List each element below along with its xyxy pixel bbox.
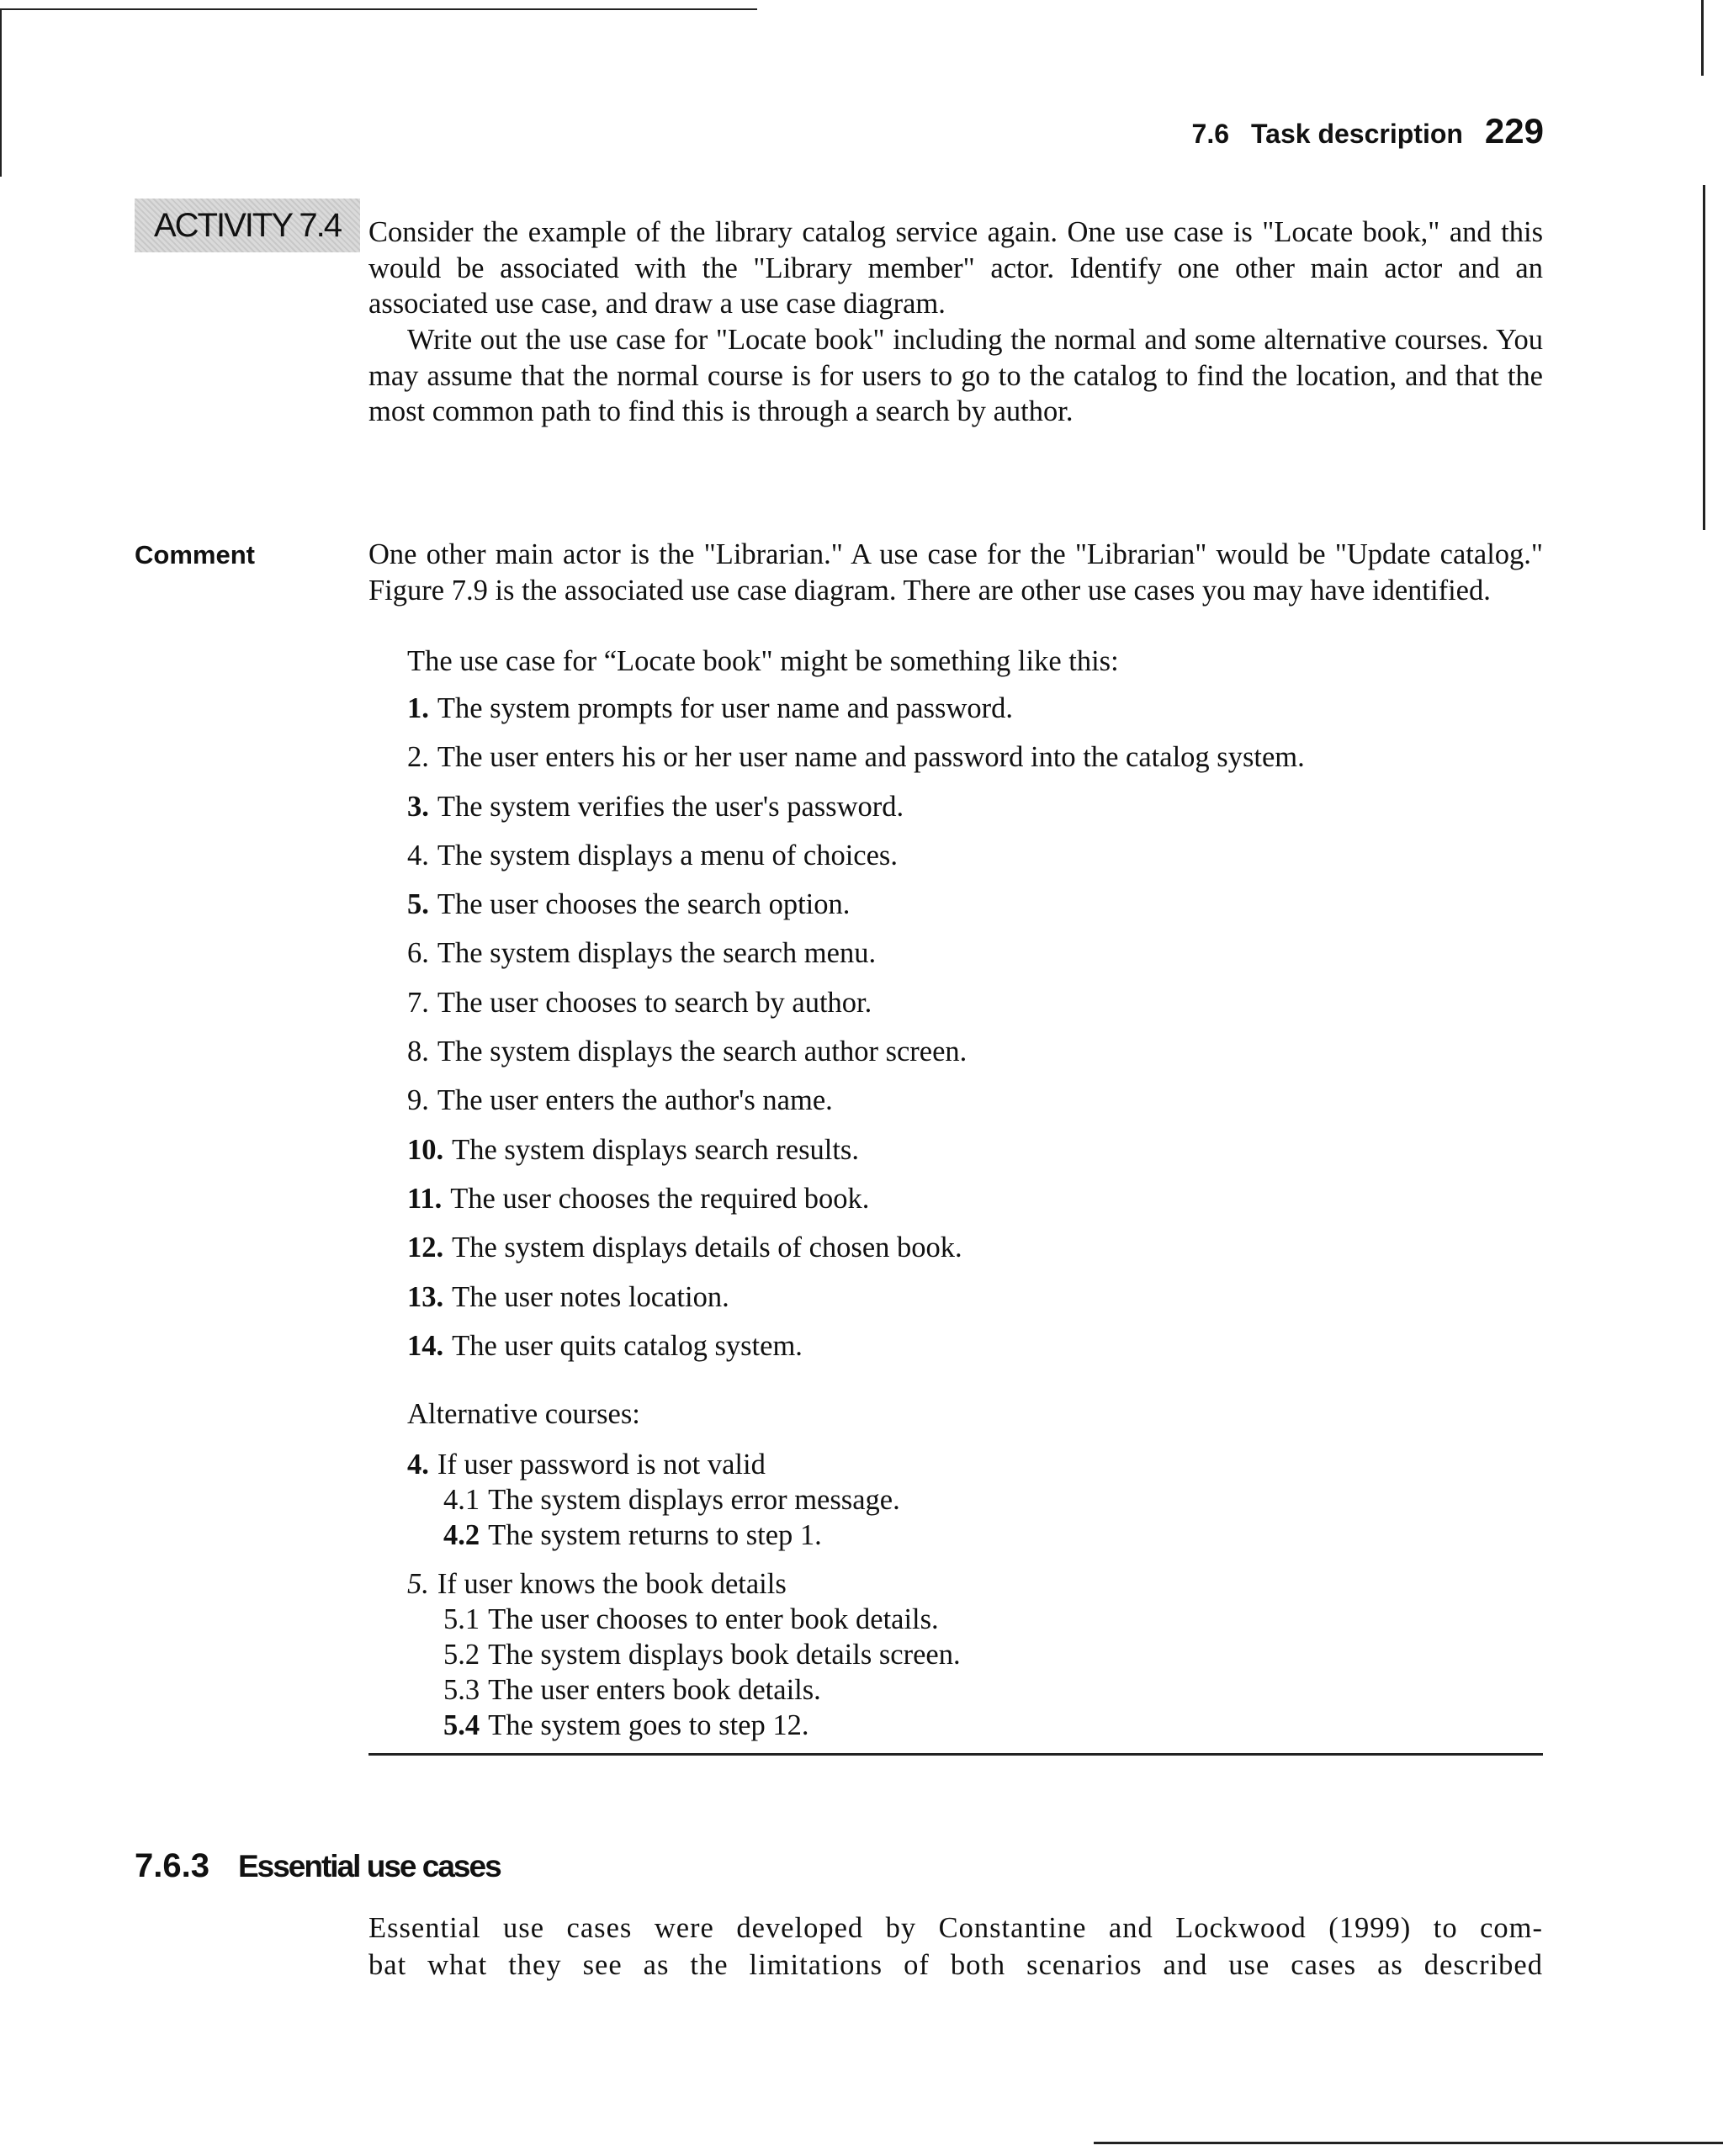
alternative-sub-step: 5.2 The system displays book details screen. — [443, 1639, 961, 1671]
alternative-sub-step: 5.3 The user enters book details. — [443, 1674, 821, 1706]
page-number: 229 — [1484, 111, 1544, 151]
section-number: 7.6.3 — [135, 1847, 209, 1884]
list-item: 2. The user enters his or her user name and password into the catalog system. — [407, 741, 1305, 774]
top-left-rule — [0, 8, 757, 10]
list-item: 7. The user chooses to search by author. — [407, 986, 872, 1019]
list-item: 13. The user notes location. — [407, 1280, 729, 1313]
list-item: 6. The system displays the search menu. — [407, 937, 877, 970]
alternative-course-heading: 5. If user knows the book details — [407, 1568, 787, 1600]
comment-label: Comment — [135, 540, 255, 569]
alternative-sub-step: 5.1 The user chooses to enter book details. — [443, 1603, 939, 1635]
list-item: 14. The user quits catalog system. — [407, 1329, 803, 1362]
comment-paragraph-1: One other main actor is the "Librarian." A use case for the "Librarian" would be "Update catalog." Figure 7.9 is the associated use case diagram. There are other use cases you may have identified. — [368, 538, 1543, 607]
comment-paragraph-2: The use case for “Locate book" might be something like this: — [407, 645, 1119, 677]
section-heading — [135, 1847, 501, 1885]
alternative-course-4 — [407, 1447, 1543, 1553]
header-section-number: 7.6 — [1191, 119, 1229, 149]
list-item: 3. The system verifies the user's password. — [407, 790, 904, 823]
list-item: 8. The system displays the search author screen. — [407, 1036, 968, 1068]
activity-paragraph-1: Consider the example of the library catalog service again. One use case is "Locate book," and this would be associated with the "Library member" actor. Identify one other main actor and an associated use case, and draw a use case diagram. — [368, 216, 1543, 320]
alternative-sub-step: 5.4 The system goes to step 12. — [443, 1709, 809, 1741]
header-title: Task description — [1251, 119, 1463, 149]
list-item: 5. The user chooses the search option. — [407, 888, 851, 921]
activity-paragraph-2: Write out the use case for "Locate book" including the normal and some alternative courses. You may assume that the normal course is for users to go to the catalog to find the location, and that the most common path to find this is through a search by author. — [368, 324, 1543, 427]
section-title: Essential use cases — [237, 1849, 501, 1883]
comment-end-rule — [368, 1753, 1543, 1756]
use-case-steps — [407, 691, 1543, 1377]
right-edge-rule-top — [1701, 0, 1704, 76]
alternative-courses-title: Alternative courses: — [407, 1398, 640, 1430]
list-item: 10. The system displays search results. — [407, 1133, 859, 1166]
list-item: 11. The user chooses the required book. — [407, 1182, 870, 1215]
section-line-1: Essential use cases were developed by Constantine and Lockwood (1999) to com- — [368, 1912, 1543, 1944]
list-item: 4. The system displays a menu of choices. — [407, 839, 898, 871]
list-item: 12. The system displays details of chosen book. — [407, 1232, 962, 1264]
left-edge-rule — [0, 8, 2, 177]
alternative-course-heading: 4. If user password is not valid — [407, 1449, 766, 1481]
alternative-course-5 — [407, 1566, 1543, 1743]
list-item: 1. The system prompts for user name and password. — [407, 692, 1013, 724]
alternative-sub-step: 4.2 The system returns to step 1. — [443, 1519, 822, 1551]
alternative-sub-step: 4.1 The system displays error message. — [443, 1484, 900, 1516]
list-item: 9. The user enters the author's name. — [407, 1084, 833, 1117]
bottom-right-rule — [1094, 2142, 1723, 2144]
section-line-2: bat what they see as the limitations of both scenarios and use cases as described — [368, 1949, 1543, 1981]
right-edge-rule-mid — [1703, 185, 1705, 530]
activity-badge: ACTIVITY 7.4 — [135, 199, 360, 252]
running-header — [1174, 111, 1544, 162]
